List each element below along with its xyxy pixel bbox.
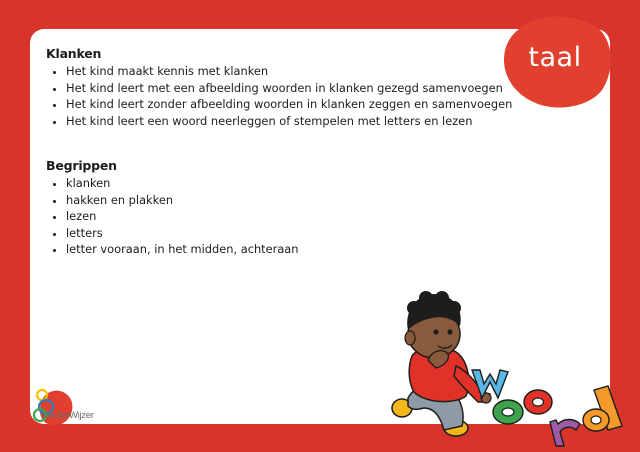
list-item: • Het kind leert een woord neerleggen of stempelen met letters en lezen [66, 113, 512, 130]
list-item: • klanken [66, 175, 299, 192]
list-item: • lezen [66, 208, 299, 225]
letter-r [550, 420, 580, 447]
list-item: • Het kind leert zonder afbeelding woorden in klanken zeggen en samenvoegen [66, 96, 512, 113]
list-klanken [46, 63, 512, 129]
logo-text: KleuterWijzer [41, 410, 94, 421]
list-begrippen [46, 175, 299, 258]
list-item: • Het kind maakt kennis met klanken [66, 63, 512, 80]
letter-o-2 [524, 390, 552, 414]
list-item: • hakken en plakken [66, 192, 299, 209]
kleuterwijzer-logo-icon [30, 385, 76, 429]
subject-label: taal [528, 42, 582, 73]
section-klanken [46, 46, 512, 129]
section-begrippen [46, 158, 299, 258]
list-item: • letter vooraan, in het midden, achteraan [66, 241, 299, 258]
boy-with-letters-illustration [386, 286, 640, 452]
section-title-klanken: Klanken [46, 46, 102, 61]
list-item: • letters [66, 225, 299, 242]
section-title-begrippen: Begrippen [46, 158, 117, 173]
list-item: • Het kind leert met een afbeelding woorden in klanken gezegd samenvoegen [66, 80, 512, 97]
letter-d [583, 386, 622, 431]
letter-o-1 [493, 400, 523, 424]
